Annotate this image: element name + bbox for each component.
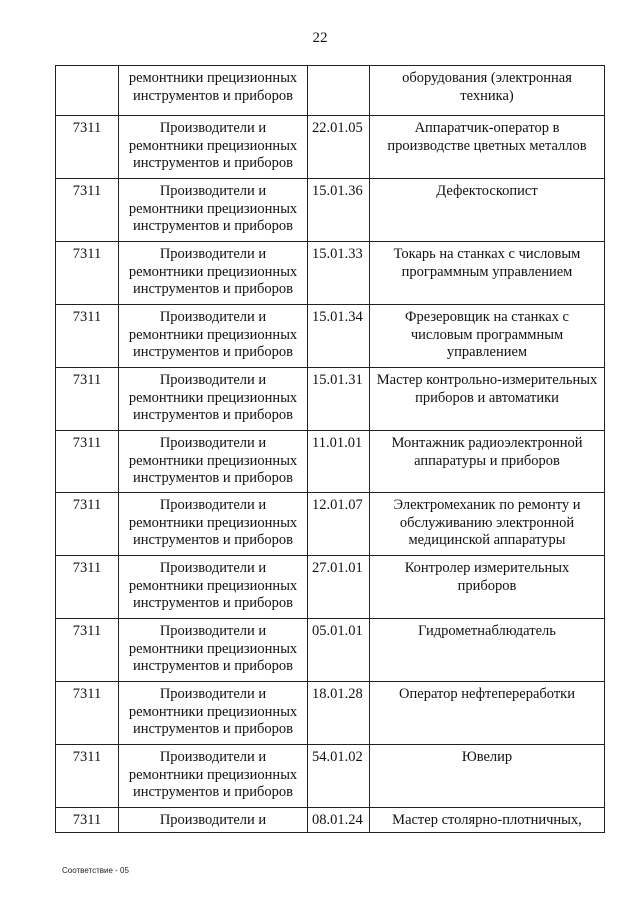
okpdtr-cell: 08.01.24 [308, 808, 370, 833]
professions-table [55, 65, 605, 833]
okpdtr-cell: 15.01.36 [308, 179, 370, 242]
okpdtr-cell: 27.01.01 [308, 556, 370, 619]
okpdtr-cell: 15.01.31 [308, 368, 370, 431]
group-cell: Производители и ремонтники прецизионных инструментов и приборов [119, 305, 308, 368]
okpdtr-cell: 12.01.07 [308, 493, 370, 556]
profession-cell: Монтажник радиоэлектронной аппаратуры и приборов [370, 431, 605, 493]
group-cell: Производители и ремонтники прецизионных инструментов и приборов [119, 368, 308, 431]
code-cell: 7311 [56, 493, 119, 556]
okpdtr-cell: 22.01.05 [308, 116, 370, 179]
table-row [56, 808, 605, 833]
okpdtr-cell: 05.01.01 [308, 619, 370, 682]
table-row [56, 619, 605, 682]
group-cell: Производители и [119, 808, 308, 833]
okpdtr-cell [308, 66, 370, 116]
profession-cell: Токарь на станках с числовым программным управлением [370, 242, 605, 305]
profession-cell: Дефектоскопист [370, 179, 605, 242]
okpdtr-cell: 15.01.34 [308, 305, 370, 368]
code-cell [56, 66, 119, 116]
table-row [56, 431, 605, 493]
group-cell: Производители и ремонтники прецизионных инструментов и приборов [119, 179, 308, 242]
group-cell: Производители и ремонтники прецизионных инструментов и приборов [119, 431, 308, 493]
table-row [56, 305, 605, 368]
table-row [56, 179, 605, 242]
group-cell: Производители и ремонтники прецизионных инструментов и приборов [119, 682, 308, 745]
code-cell: 7311 [56, 431, 119, 493]
okpdtr-cell: 18.01.28 [308, 682, 370, 745]
page-number: 22 [312, 30, 328, 46]
table-row [56, 242, 605, 305]
profession-cell: Фрезеровщик на станках с числовым программным управлением [370, 305, 605, 368]
table-row [56, 493, 605, 556]
table-row [56, 116, 605, 179]
code-cell: 7311 [56, 556, 119, 619]
okpdtr-cell: 15.01.33 [308, 242, 370, 305]
group-cell: Производители и ремонтники прецизионных инструментов и приборов [119, 242, 308, 305]
profession-cell: Ювелир [370, 745, 605, 808]
code-cell: 7311 [56, 305, 119, 368]
table-row [56, 556, 605, 619]
table-row [56, 66, 605, 116]
code-cell: 7311 [56, 116, 119, 179]
okpdtr-cell: 11.01.01 [308, 431, 370, 493]
profession-cell: Мастер контрольно-измерительных приборов и автоматики [370, 368, 605, 431]
profession-cell: Гидрометнаблюдатель [370, 619, 605, 682]
profession-cell: Контролер измерительных приборов [370, 556, 605, 619]
code-cell: 7311 [56, 745, 119, 808]
code-cell: 7311 [56, 619, 119, 682]
table-row [56, 745, 605, 808]
profession-cell: Мастер столярно-плотничных, [370, 808, 605, 833]
profession-cell: Аппаратчик-оператор в производстве цветных металлов [370, 116, 605, 179]
profession-cell: Оператор нефтепереработки [370, 682, 605, 745]
okpdtr-cell: 54.01.02 [308, 745, 370, 808]
table-row [56, 368, 605, 431]
group-cell: Производители и ремонтники прецизионных инструментов и приборов [119, 619, 308, 682]
footer-note: Соответствие - 05 [62, 866, 129, 875]
table-row [56, 682, 605, 745]
profession-cell: оборудования (электронная техника) [370, 66, 605, 116]
code-cell: 7311 [56, 179, 119, 242]
code-cell: 7311 [56, 682, 119, 745]
profession-cell: Электромеханик по ремонту и обслуживанию электронной медицинской аппаратуры [370, 493, 605, 556]
group-cell: Производители и ремонтники прецизионных инструментов и приборов [119, 556, 308, 619]
group-cell: Производители и ремонтники прецизионных инструментов и приборов [119, 493, 308, 556]
code-cell: 7311 [56, 242, 119, 305]
code-cell: 7311 [56, 368, 119, 431]
group-cell: Производители и ремонтники прецизионных инструментов и приборов [119, 745, 308, 808]
group-cell: Производители и ремонтники прецизионных инструментов и приборов [119, 116, 308, 179]
group-cell: ремонтники прецизионных инструментов и приборов [119, 66, 308, 116]
code-cell: 7311 [56, 808, 119, 833]
